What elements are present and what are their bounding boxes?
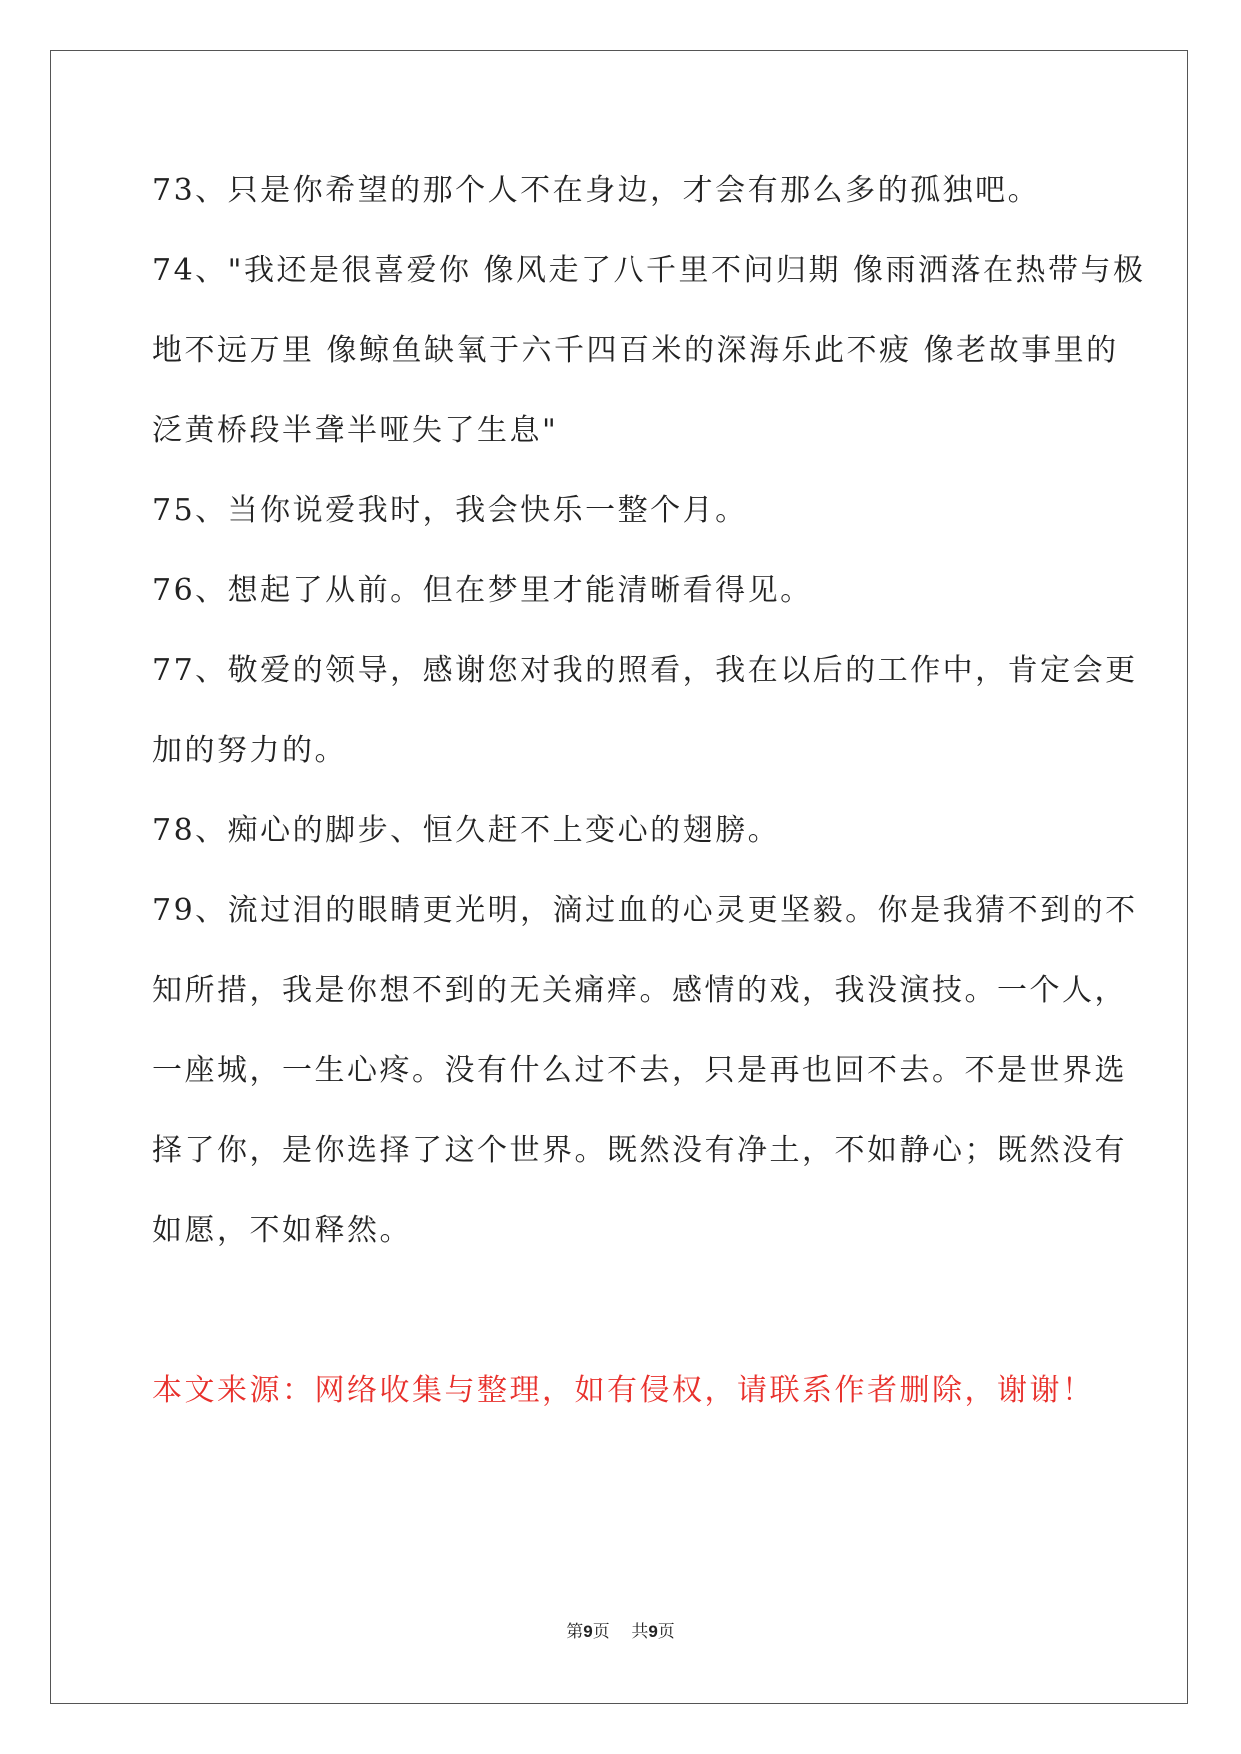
total-label-suffix: 页	[657, 1622, 675, 1642]
paragraph-73: 73、只是你希望的那个人不在身边，才会有那么多的孤独吧。	[152, 173, 1041, 208]
paragraph-77-line-1: 77、敬爱的领导，感谢您对我的照看，我在以后的工作中，肯定会更	[152, 653, 1138, 688]
source-note: 本文来源：网络收集与整理，如有侵权，请联系作者删除，谢谢！	[152, 1373, 1095, 1408]
total-page-number: 9	[648, 1622, 658, 1641]
total-label-prefix: 共	[631, 1622, 649, 1642]
paragraph-79-line-5: 如愿，不如释然。	[152, 1213, 412, 1248]
page-label-suffix: 页	[592, 1622, 610, 1642]
paragraph-78: 78、痴心的脚步、恒久赶不上变心的翅膀。	[152, 813, 781, 848]
paragraph-79-line-4: 择了你，是你选择了这个世界。既然没有净土，不如静心；既然没有	[152, 1133, 1127, 1168]
paragraph-74-line-1: 74、"我还是很喜爱你 像风走了八千里不问归期 像雨洒落在热带与极	[152, 253, 1146, 288]
current-page-number: 9	[583, 1622, 593, 1641]
paragraph-79-line-2: 知所措，我是你想不到的无关痛痒。感情的戏，我没演技。一个人，	[152, 973, 1127, 1008]
paragraph-77-line-2: 加的努力的。	[152, 733, 347, 768]
paragraph-75: 75、当你说爱我时，我会快乐一整个月。	[152, 493, 748, 528]
paragraph-79-line-1: 79、流过泪的眼睛更光明，滴过血的心灵更坚毅。你是我猜不到的不	[152, 893, 1138, 928]
paragraph-74-line-2: 地不远万里 像鲸鱼缺氧于六千四百米的深海乐此不疲 像老故事里的	[152, 333, 1119, 368]
paragraph-74-line-3: 泛黄桥段半聋半哑失了生息"	[152, 413, 559, 448]
page-footer	[0, 1620, 1241, 1644]
page-border	[50, 50, 1188, 1704]
page-label-prefix: 第	[566, 1622, 584, 1642]
paragraph-79-line-3: 一座城，一生心疼。没有什么过不去，只是再也回不去。不是世界选	[152, 1053, 1127, 1088]
paragraph-76: 76、想起了从前。但在梦里才能清晰看得见。	[152, 573, 813, 608]
